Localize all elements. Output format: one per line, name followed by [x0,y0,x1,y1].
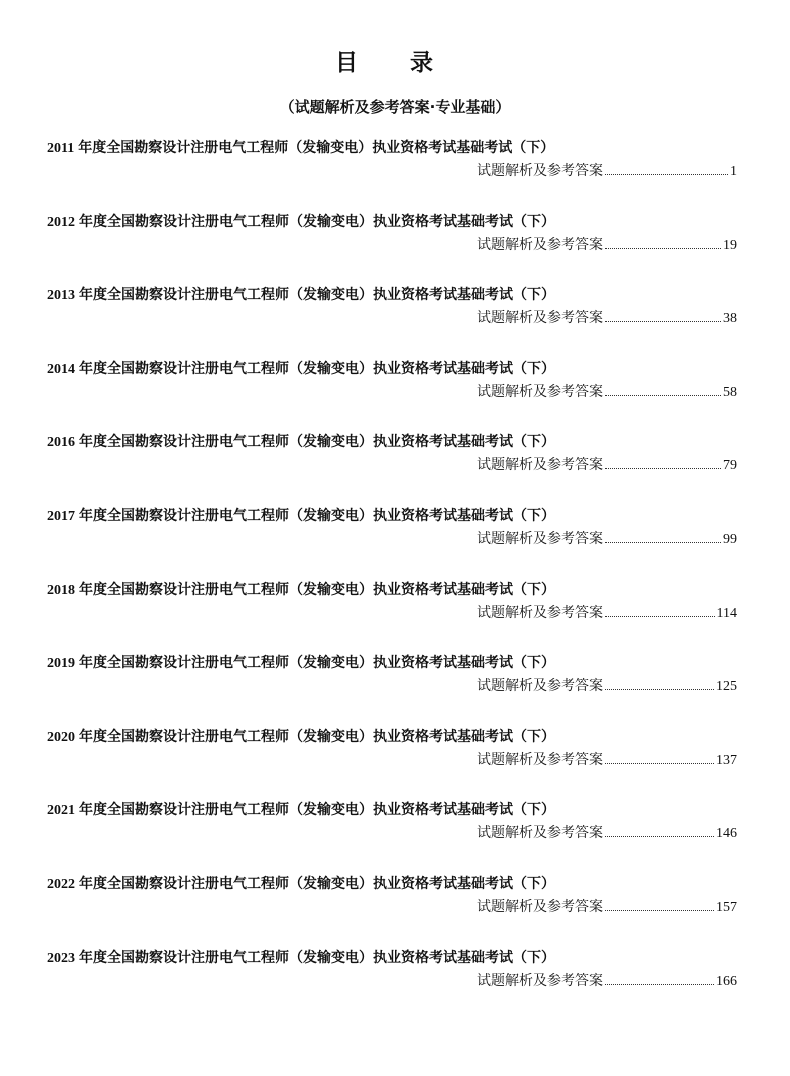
toc-entry-page-number: 166 [716,973,737,989]
toc-entry-page-number: 114 [716,605,737,621]
toc-entry-page-number: 99 [723,531,737,547]
toc-entry-title [47,874,555,895]
toc-entry-year: 2018 [47,582,75,598]
toc-entry-title [47,580,555,601]
toc-entry[interactable] [47,506,747,580]
dot-leader [605,174,728,175]
toc-entry[interactable] [47,212,747,286]
page-title: 目 录 [334,50,455,76]
dot-leader [605,542,721,543]
toc-entry-name: 年度全国勘察设计注册电气工程师（发输变电）执业资格考试基础考试（下） [79,581,555,598]
toc-entry-sub-label: 试题解析及参考答案 [477,163,603,179]
dot-leader [605,984,714,985]
toc-entry-title [47,285,555,306]
toc-entry-name: 年度全国勘察设计注册电气工程师（发输变电）执业资格考试基础考试（下） [78,140,555,156]
toc-entry-title [47,359,555,380]
dot-leader [605,321,721,322]
toc-entry-name: 年度全国勘察设计注册电气工程师（发输变电）执业资格考试基础考试（下） [79,213,555,230]
toc-entry-year: 2012 [47,214,75,230]
toc-entry-title [47,948,555,969]
dot-leader [605,395,721,396]
toc-entry-name: 年度全国勘察设计注册电气工程师（发输变电）执业资格考试基础考试（下） [79,507,555,524]
toc-entry-sub-label: 试题解析及参考答案 [477,236,603,253]
toc-entry-name: 年度全国勘察设计注册电气工程师（发输变电）执业资格考试基础考试（下） [79,360,555,377]
toc-entry-page-number: 79 [723,458,737,474]
toc-entry-page-number: 19 [723,237,737,253]
toc-entry-title [47,800,555,821]
toc-entry-sub-label: 试题解析及参考答案 [477,457,603,474]
toc-entry-page-number: 38 [723,311,737,327]
toc-entry-title [47,212,555,233]
toc-entry[interactable] [47,432,747,506]
toc-entry-page-number: 157 [716,899,737,915]
toc-entry-year: 2021 [47,803,75,819]
toc-entry-subline [477,750,737,771]
toc-entry-year: 2023 [47,950,75,966]
toc-entry-year: 2019 [47,656,75,672]
toc-entry[interactable] [47,285,747,359]
page-subtitle: （试题解析及参考答案·专业基础） [279,98,511,116]
toc-entry-year: 2022 [47,876,75,892]
toc-entry-subline [477,308,737,329]
toc-entry-subline [477,971,737,992]
toc-entry-name: 年度全国勘察设计注册电气工程师（发输变电）执业资格考试基础考试（下） [79,287,555,304]
toc-entry[interactable] [47,874,747,948]
toc-entry-name: 年度全国勘察设计注册电气工程师（发输变电）执业资格考试基础考试（下） [79,655,555,672]
toc-entry-subline [477,823,737,844]
toc-entry-sub-label: 试题解析及参考答案 [477,383,603,400]
toc-entry-title [47,727,555,748]
toc-entry-subline [477,382,737,403]
toc-entry-year: 2016 [47,435,75,451]
toc-entry-sub-label: 试题解析及参考答案 [477,604,603,621]
toc-entry-sub-label: 试题解析及参考答案 [477,751,603,768]
toc-entry[interactable] [47,359,747,433]
toc-entry-name: 年度全国勘察设计注册电气工程师（发输变电）执业资格考试基础考试（下） [79,434,555,451]
toc-entry-sub-label: 试题解析及参考答案 [477,972,603,989]
toc-entry[interactable] [47,138,747,212]
toc-entry-year: 2011 [47,141,75,156]
toc-entry-title [47,432,555,453]
toc-entry-title [47,653,555,674]
toc-entry-sub-label: 试题解析及参考答案 [477,530,603,547]
toc-entry[interactable] [47,727,747,801]
dot-leader [605,616,715,617]
toc-entry[interactable] [47,800,747,874]
table-of-contents [47,138,747,1021]
toc-entry-name: 年度全国勘察设计注册电气工程师（发输变电）执业资格考试基础考试（下） [79,728,555,745]
toc-entry[interactable] [47,653,747,727]
toc-entry-sub-label: 试题解析及参考答案 [477,825,603,842]
toc-entry-title [47,506,555,527]
toc-entry-subline [477,603,737,624]
toc-entry-subline [477,161,737,182]
toc-entry-page-number: 125 [716,679,737,695]
toc-entry-subline [477,529,737,550]
toc-entry-subline [477,676,737,697]
toc-entry-year: 2020 [47,729,75,745]
dot-leader [605,763,714,764]
toc-entry-title [47,138,554,159]
toc-entry-page-number: 1 [730,164,737,179]
dot-leader [605,689,714,690]
toc-entry-sub-label: 试题解析及参考答案 [477,898,603,915]
toc-entry[interactable] [47,580,747,654]
dot-leader [605,910,714,911]
toc-entry-subline [477,235,737,256]
toc-entry-year: 2013 [47,288,75,304]
toc-entry-page-number: 137 [716,752,737,768]
toc-entry-subline [477,897,737,918]
toc-entry-name: 年度全国勘察设计注册电气工程师（发输变电）执业资格考试基础考试（下） [79,875,555,892]
toc-entry-name: 年度全国勘察设计注册电气工程师（发输变电）执业资格考试基础考试（下） [79,949,555,966]
toc-entry-subline [477,455,737,476]
toc-entry-page-number: 58 [723,384,737,400]
toc-entry-name: 年度全国勘察设计注册电气工程师（发输变电）执业资格考试基础考试（下） [79,802,555,819]
toc-entry-sub-label: 试题解析及参考答案 [477,678,603,695]
toc-entry-year: 2014 [47,361,75,377]
dot-leader [605,248,721,249]
toc-entry-year: 2017 [47,508,75,524]
toc-entry-page-number: 146 [716,826,737,842]
dot-leader [605,468,721,469]
toc-entry[interactable] [47,948,747,1022]
dot-leader [605,836,714,837]
toc-entry-sub-label: 试题解析及参考答案 [477,310,603,327]
